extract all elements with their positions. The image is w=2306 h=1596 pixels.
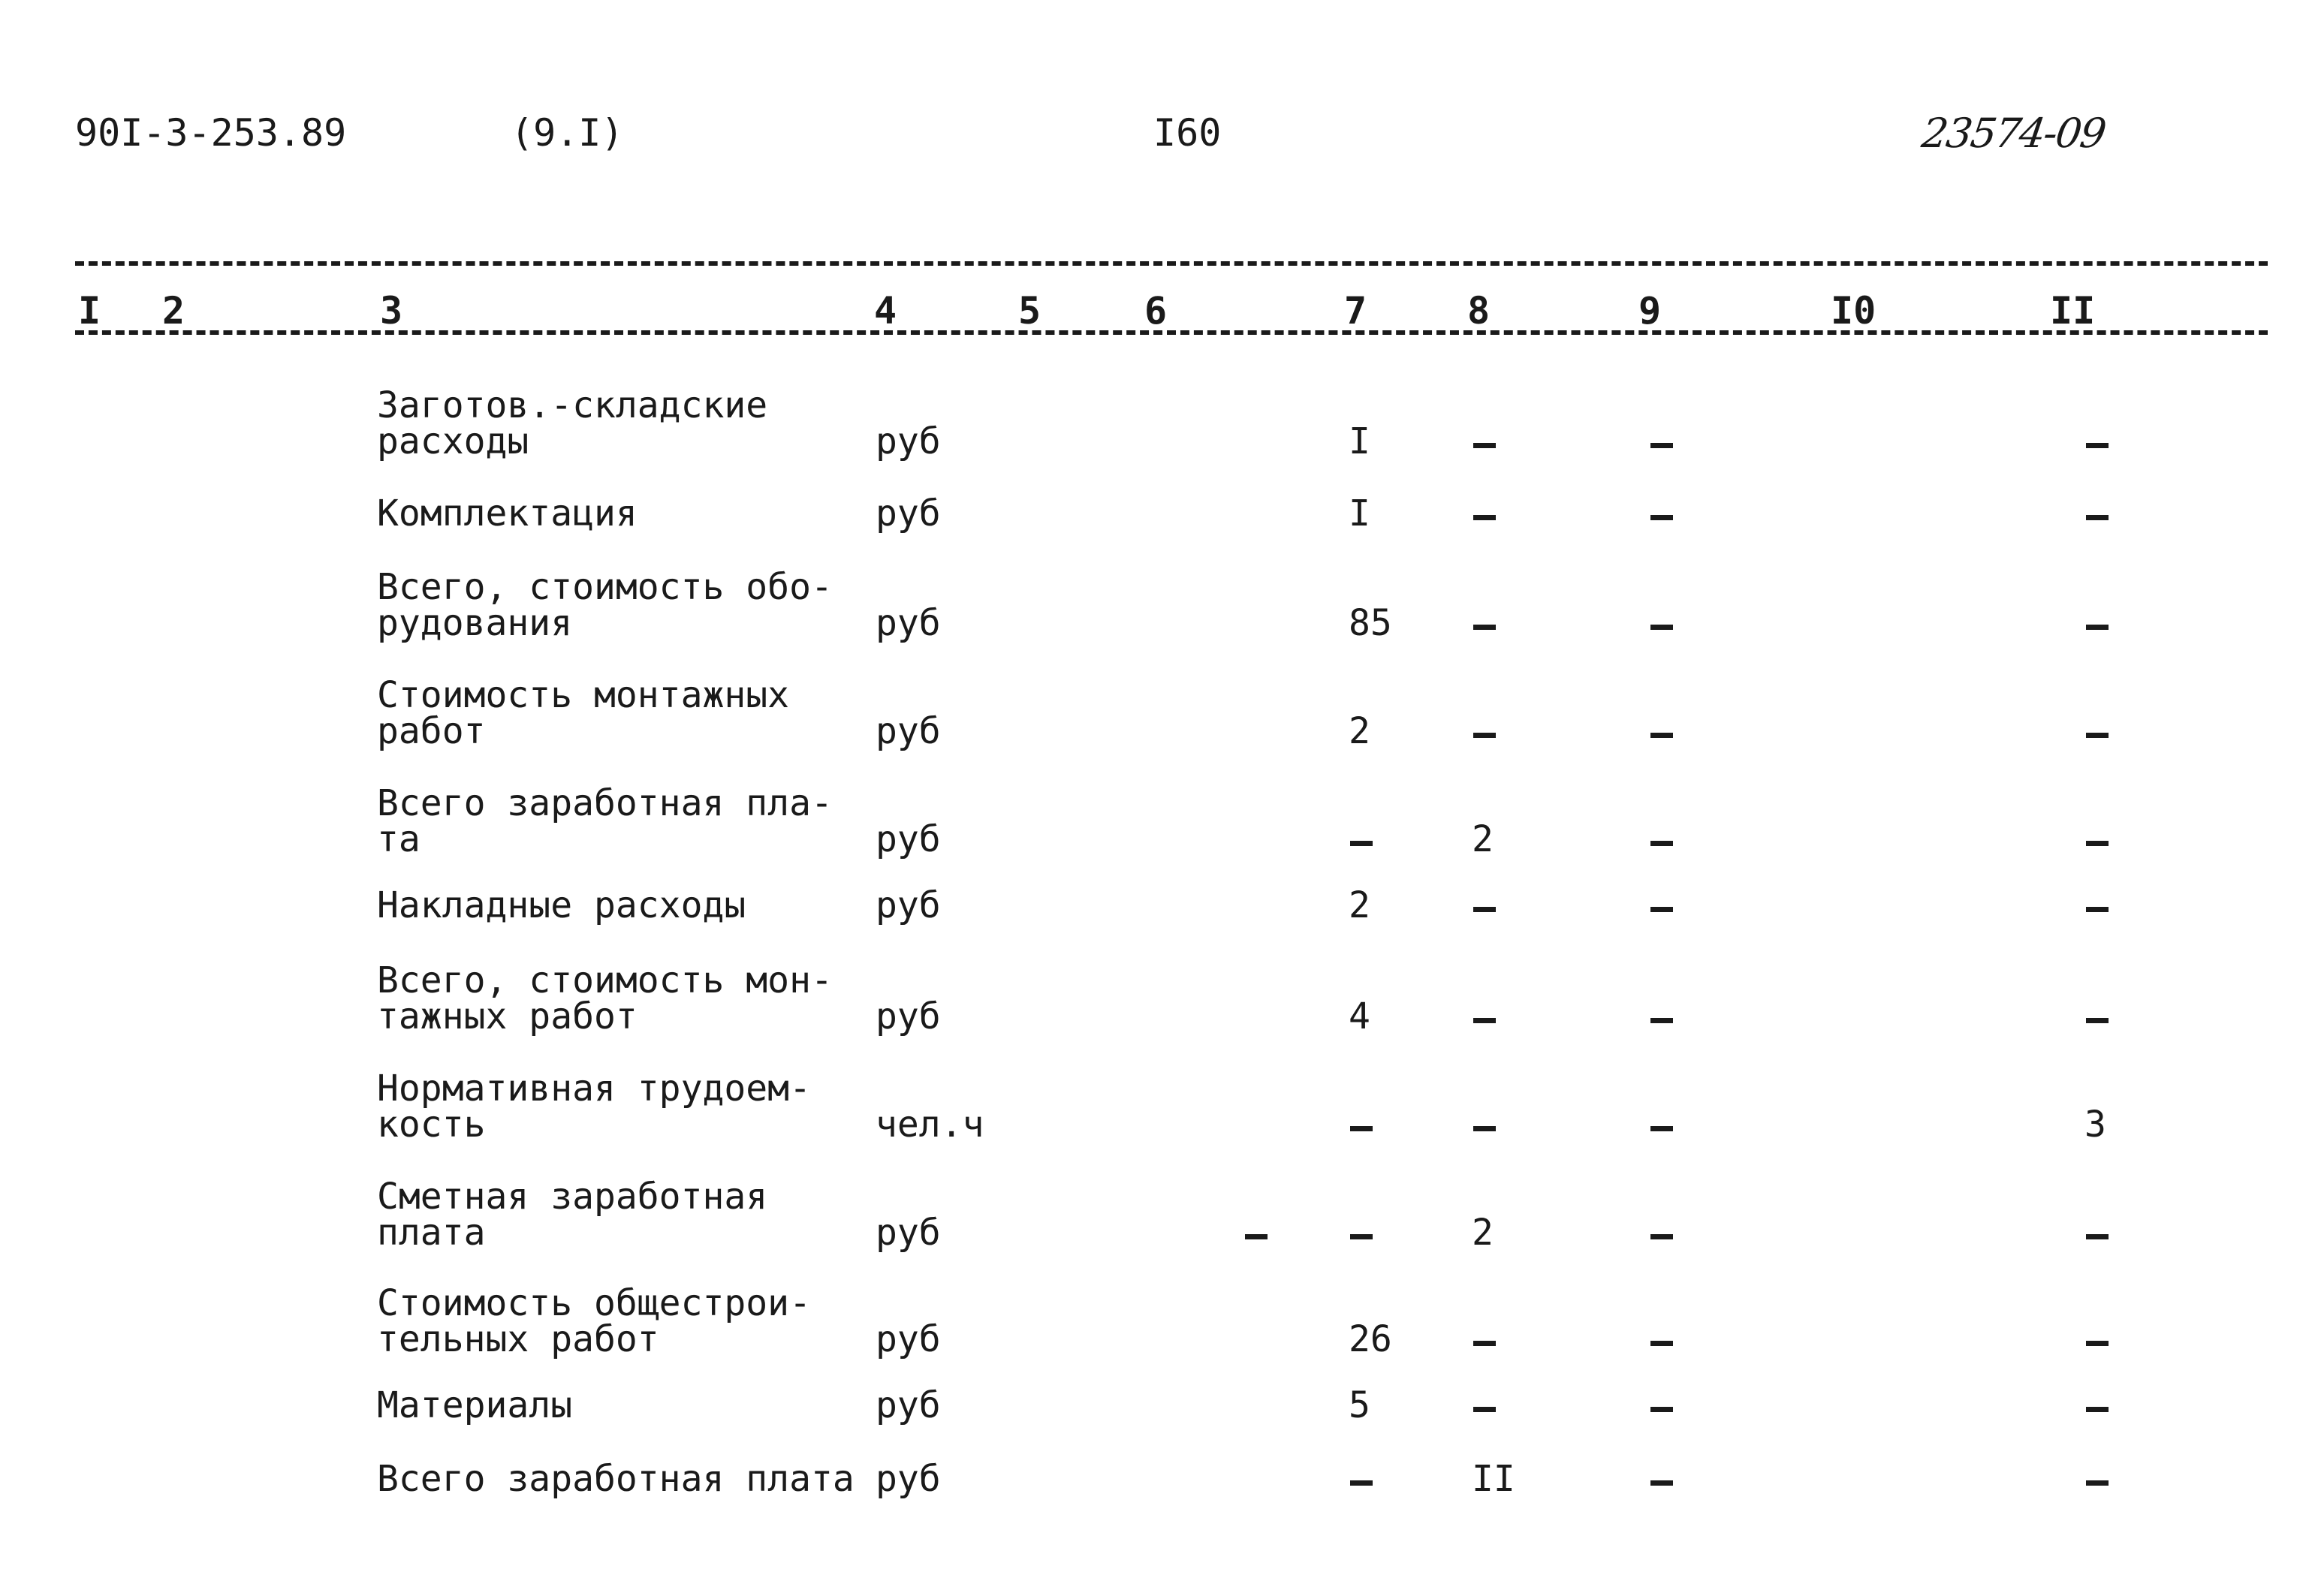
table-top-rule <box>75 261 2268 266</box>
column-number-7: 7 <box>1344 289 1367 333</box>
row-description: Комплектация <box>377 492 638 535</box>
dash-mark-c6 <box>1245 1234 1268 1239</box>
dash-mark-c8 <box>1473 515 1496 520</box>
dash-mark-c9 <box>1650 515 1673 520</box>
row-unit: руб <box>876 492 941 535</box>
dash-mark-c8 <box>1473 1126 1496 1131</box>
row-unit: руб <box>876 1318 941 1360</box>
cell-value-c7: 26 <box>1349 1318 1392 1360</box>
handwritten-inventory-number: 23574-09 <box>1919 110 2109 157</box>
cell-value-c7: I <box>1349 420 1370 462</box>
dash-mark-c11 <box>2086 515 2109 520</box>
cell-value-c8: 2 <box>1472 818 1494 860</box>
cell-value-c8: II <box>1472 1458 1515 1500</box>
dash-mark-c11 <box>2086 1407 2109 1412</box>
cell-value-c7: 85 <box>1349 602 1392 644</box>
row-description: Сметная заработная <box>377 1176 768 1218</box>
dash-mark-c11 <box>2086 907 2109 912</box>
row-unit: руб <box>876 884 941 926</box>
column-number-4: 4 <box>874 289 897 333</box>
cell-value-c7: I <box>1349 492 1370 535</box>
dash-mark-c11 <box>2086 625 2109 630</box>
dash-mark-c8 <box>1473 1407 1496 1412</box>
dash-mark-c9 <box>1650 841 1673 846</box>
dash-mark-c9 <box>1650 733 1673 738</box>
dash-mark-c8 <box>1473 1018 1496 1023</box>
dash-mark-c9 <box>1650 1126 1673 1131</box>
row-description-continued: та <box>377 818 421 860</box>
dash-mark-c8 <box>1473 443 1496 448</box>
column-number-10: I0 <box>1831 289 1876 333</box>
dash-mark-c8 <box>1473 625 1496 630</box>
column-number-1: I <box>78 289 101 333</box>
row-unit: руб <box>876 1212 941 1254</box>
dash-mark-c9 <box>1650 1018 1673 1023</box>
row-description-continued: рудования <box>377 602 573 644</box>
row-description: Нормативная трудоем- <box>377 1068 811 1110</box>
column-number-8: 8 <box>1467 289 1491 333</box>
dash-mark-c9 <box>1650 1407 1673 1412</box>
row-description: Всего заработная плата <box>377 1458 855 1500</box>
dash-mark-c9 <box>1650 1341 1673 1346</box>
column-number-6: 6 <box>1144 289 1168 333</box>
column-number-2: 2 <box>162 289 185 333</box>
cell-value-c7: 5 <box>1349 1384 1370 1426</box>
dash-mark-c9 <box>1650 625 1673 630</box>
section-number: (9.I) <box>511 111 624 155</box>
row-description-continued: плата <box>377 1212 486 1254</box>
row-unit: руб <box>876 710 941 752</box>
dash-mark-c11 <box>2086 1018 2109 1023</box>
row-unit: чел.ч <box>876 1104 984 1146</box>
row-unit: руб <box>876 818 941 860</box>
row-description-continued: тельных работ <box>377 1318 659 1360</box>
dash-mark-c7 <box>1350 1126 1373 1131</box>
row-description-continued: расходы <box>377 420 529 462</box>
dash-mark-c9 <box>1650 1480 1673 1486</box>
column-number-3: 3 <box>380 289 403 333</box>
dash-mark-c9 <box>1650 907 1673 912</box>
dash-mark-c7 <box>1350 841 1373 846</box>
row-unit: руб <box>876 420 941 462</box>
cell-value-c8: 2 <box>1472 1212 1494 1254</box>
column-header-rule <box>75 330 2268 335</box>
row-description: Заготов.-складские <box>377 384 768 426</box>
dash-mark-c11 <box>2086 733 2109 738</box>
dash-mark-c8 <box>1473 1341 1496 1346</box>
column-number-5: 5 <box>1018 289 1041 333</box>
row-description: Всего, стоимость обо- <box>377 566 833 608</box>
dash-mark-c11 <box>2086 1480 2109 1486</box>
row-description-continued: работ <box>377 710 486 752</box>
column-number-9: 9 <box>1638 289 1662 333</box>
dash-mark-c11 <box>2086 1234 2109 1239</box>
row-description-continued: тажных работ <box>377 995 638 1037</box>
dash-mark-c11 <box>2086 443 2109 448</box>
column-number-11: II <box>2050 289 2096 333</box>
dash-mark-c11 <box>2086 841 2109 846</box>
row-unit: руб <box>876 1458 941 1500</box>
row-unit: руб <box>876 1384 941 1426</box>
row-description: Всего, стоимость мон- <box>377 959 833 1001</box>
row-description: Накладные расходы <box>377 884 746 926</box>
cell-value-c7: 2 <box>1349 710 1370 752</box>
dash-mark-c11 <box>2086 1341 2109 1346</box>
dash-mark-c8 <box>1473 733 1496 738</box>
page-number: I60 <box>1153 111 1222 155</box>
cell-value-c7: 2 <box>1349 884 1370 926</box>
dash-mark-c7 <box>1350 1234 1373 1239</box>
document-code: 90I-3-253.89 <box>75 111 347 155</box>
row-description-continued: кость <box>377 1104 486 1146</box>
dash-mark-c8 <box>1473 907 1496 912</box>
dash-mark-c9 <box>1650 443 1673 448</box>
row-description: Всего заработная пла- <box>377 782 833 824</box>
dash-mark-c7 <box>1350 1480 1373 1486</box>
row-description: Стоимость монтажных <box>377 674 790 716</box>
cell-value-c7: 4 <box>1349 995 1370 1037</box>
dash-mark-c9 <box>1650 1234 1673 1239</box>
row-unit: руб <box>876 602 941 644</box>
row-unit: руб <box>876 995 941 1037</box>
row-description: Материалы <box>377 1384 573 1426</box>
cell-value-c11: 3 <box>2084 1104 2106 1146</box>
row-description: Стоимость общестрои- <box>377 1282 811 1324</box>
